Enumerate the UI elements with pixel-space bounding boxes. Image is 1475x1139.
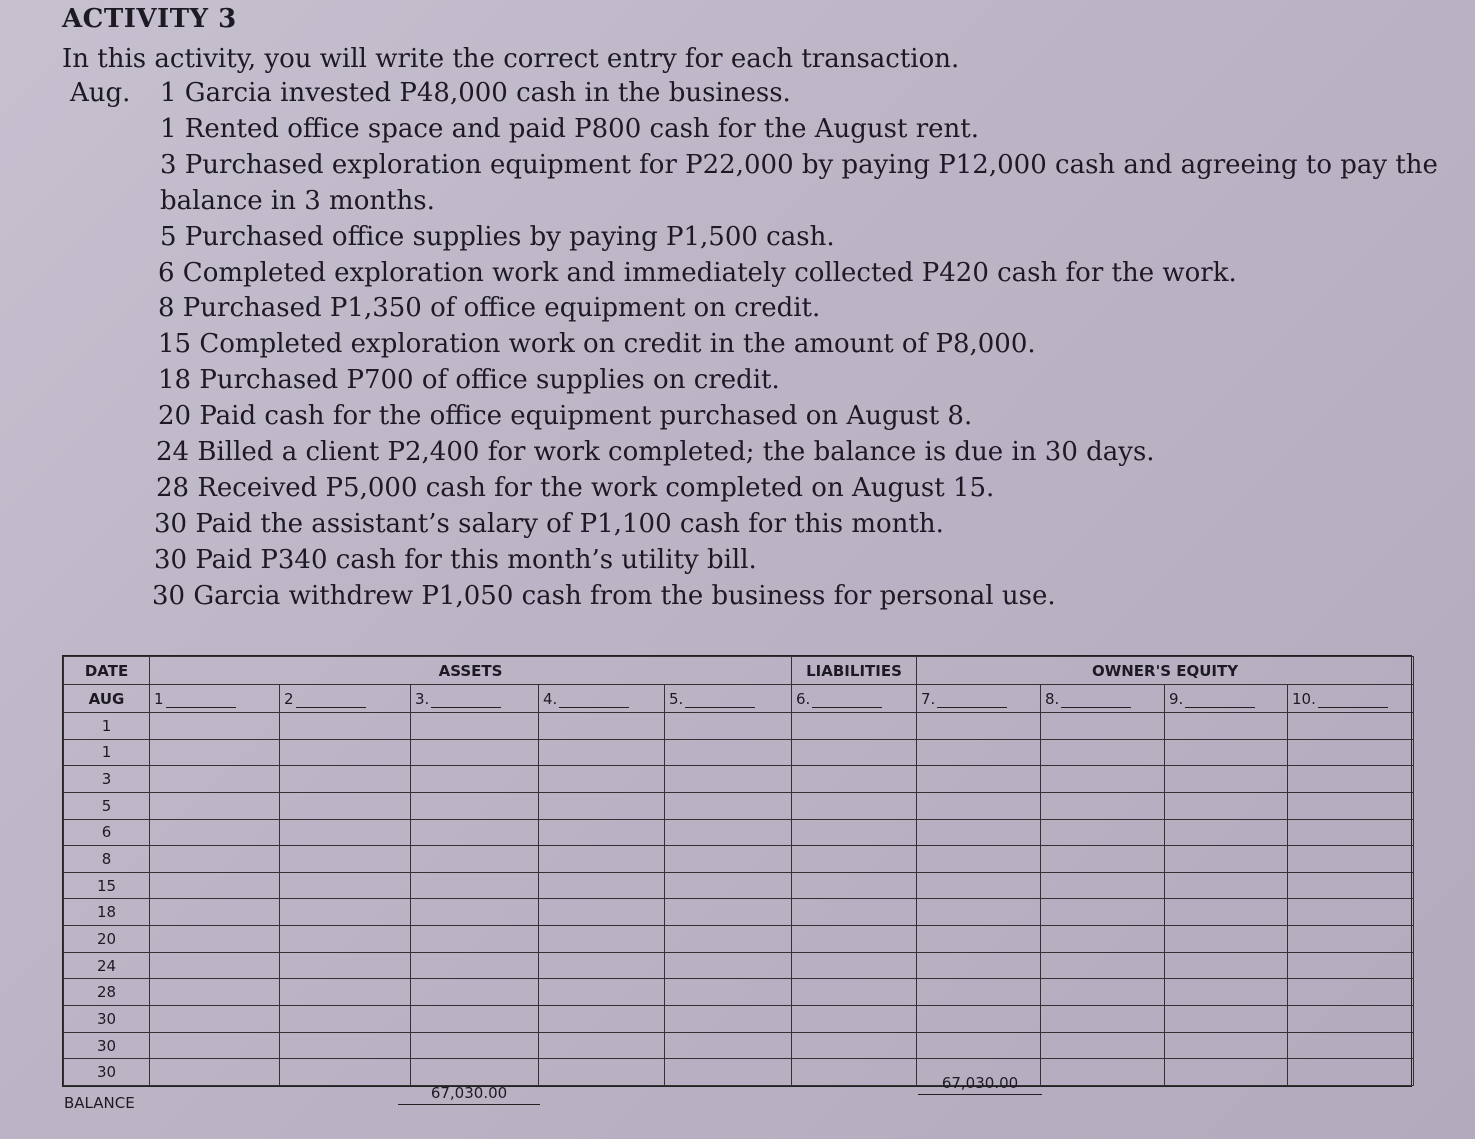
entry-cell[interactable] (917, 926, 1041, 953)
entry-cell[interactable] (917, 1006, 1041, 1033)
entry-cell[interactable] (411, 846, 539, 873)
entry-cell[interactable] (539, 926, 665, 953)
entry-cell[interactable] (665, 846, 792, 873)
date-cell: 18 (64, 899, 150, 926)
ledger-body (64, 713, 1414, 1086)
entry-cell[interactable] (411, 926, 539, 953)
entry-cell[interactable] (1165, 1059, 1288, 1086)
entry-cell[interactable] (792, 819, 917, 846)
entry-cell[interactable] (917, 819, 1041, 846)
entry-cell[interactable] (917, 899, 1041, 926)
entry-cell[interactable] (280, 739, 411, 766)
entry-cell[interactable] (792, 1032, 917, 1059)
entry-cell[interactable] (665, 1032, 792, 1059)
entry-cell[interactable] (665, 739, 792, 766)
table-row (64, 846, 1414, 873)
date-sub-header: AUG (64, 685, 150, 713)
liabilities-group-header: LIABILITIES (792, 657, 917, 685)
table-row (64, 952, 1414, 979)
entry-cell[interactable] (150, 766, 280, 793)
entry-cell[interactable] (1041, 713, 1165, 740)
entry-cell[interactable] (917, 872, 1041, 899)
entry-cell[interactable] (411, 979, 539, 1006)
liabilities-equity-balance-total: 67,030.00 (918, 1074, 1042, 1095)
entry-cell[interactable] (665, 872, 792, 899)
entry-cell[interactable] (917, 766, 1041, 793)
column-header[interactable] (280, 685, 411, 713)
transaction-item: 5 Purchased office supplies by paying P1,500 cash. (160, 222, 835, 252)
entry-cell[interactable] (917, 952, 1041, 979)
entry-cell[interactable] (1288, 926, 1414, 953)
entry-cell[interactable] (1165, 979, 1288, 1006)
entry-cell[interactable] (1288, 979, 1414, 1006)
entry-cell[interactable] (917, 1032, 1041, 1059)
date-cell: 6 (64, 819, 150, 846)
column-header[interactable] (1288, 685, 1414, 713)
entry-cell[interactable] (150, 952, 280, 979)
entry-cell[interactable] (792, 952, 917, 979)
entry-cell[interactable] (1041, 846, 1165, 873)
entry-cell[interactable] (1288, 819, 1414, 846)
entry-cell[interactable] (1041, 979, 1165, 1006)
entry-cell[interactable] (1288, 1032, 1414, 1059)
entry-cell[interactable] (150, 979, 280, 1006)
entry-cell[interactable] (665, 952, 792, 979)
entry-cell[interactable] (539, 1059, 665, 1086)
entry-cell[interactable] (665, 766, 792, 793)
entry-cell[interactable] (1041, 952, 1165, 979)
entry-cell[interactable] (411, 872, 539, 899)
date-cell: 1 (64, 713, 150, 740)
table-row (64, 819, 1414, 846)
date-cell: 28 (64, 979, 150, 1006)
column-number: 4. (543, 689, 558, 708)
entry-cell[interactable] (280, 979, 411, 1006)
column-header[interactable] (792, 685, 917, 713)
activity-title: ACTIVITY 3 (62, 4, 237, 34)
entry-cell[interactable] (1165, 739, 1288, 766)
transaction-item: 30 Garcia withdrew P1,050 cash from the business for personal use. (152, 581, 1056, 611)
entry-cell[interactable] (1041, 739, 1165, 766)
entry-cell[interactable] (917, 846, 1041, 873)
entry-cell[interactable] (792, 979, 917, 1006)
entry-cell[interactable] (411, 819, 539, 846)
table-row (64, 792, 1414, 819)
entry-cell[interactable] (917, 979, 1041, 1006)
column-number: 9. (1169, 689, 1184, 708)
entry-cell[interactable] (917, 739, 1041, 766)
column-header[interactable] (665, 685, 792, 713)
assets-group-header: ASSETS (150, 657, 792, 685)
entry-cell[interactable] (280, 926, 411, 953)
entry-cell[interactable] (792, 1059, 917, 1086)
entry-cell[interactable] (792, 766, 917, 793)
entry-cell[interactable] (280, 713, 411, 740)
entry-cell[interactable] (792, 846, 917, 873)
date-cell: 1 (64, 739, 150, 766)
transaction-item: 28 Received P5,000 cash for the work completed on August 15. (156, 473, 995, 503)
entry-cell[interactable] (1288, 1059, 1414, 1086)
entry-cell[interactable] (1041, 926, 1165, 953)
date-cell: 20 (64, 926, 150, 953)
entry-cell[interactable] (1288, 899, 1414, 926)
date-cell: 30 (64, 1006, 150, 1033)
entry-cell[interactable] (792, 739, 917, 766)
column-number: 8. (1045, 689, 1060, 708)
column-header[interactable] (539, 685, 665, 713)
entry-cell[interactable] (792, 872, 917, 899)
entry-cell[interactable] (539, 1032, 665, 1059)
entry-cell[interactable] (665, 713, 792, 740)
column-number: 3. (415, 689, 430, 708)
entry-cell[interactable] (917, 713, 1041, 740)
entry-cell[interactable] (1165, 713, 1288, 740)
date-cell: 30 (64, 1032, 150, 1059)
entry-cell[interactable] (280, 1059, 411, 1086)
entry-cell[interactable] (1288, 846, 1414, 873)
instructions-text: In this activity, you will write the correct entry for each transaction. (62, 44, 960, 74)
date-cell: 30 (64, 1059, 150, 1086)
table-row (64, 899, 1414, 926)
date-cell: 5 (64, 792, 150, 819)
entry-cell[interactable] (280, 846, 411, 873)
entry-cell[interactable] (150, 739, 280, 766)
table-row (64, 739, 1414, 766)
table-row (64, 1032, 1414, 1059)
date-cell: 15 (64, 872, 150, 899)
entry-cell[interactable] (150, 1059, 280, 1086)
entry-cell[interactable] (280, 1006, 411, 1033)
entry-cell[interactable] (280, 766, 411, 793)
entry-cell[interactable] (150, 846, 280, 873)
entry-cell[interactable] (1165, 926, 1288, 953)
entry-cell[interactable] (1041, 1006, 1165, 1033)
entry-cell[interactable] (1288, 952, 1414, 979)
entry-cell[interactable] (665, 1059, 792, 1086)
entry-cell[interactable] (411, 899, 539, 926)
column-header[interactable] (411, 685, 539, 713)
table-row (64, 766, 1414, 793)
entry-cell[interactable] (792, 792, 917, 819)
column-number: 5. (669, 689, 684, 708)
transaction-item: 20 Paid cash for the office equipment purchased on August 8. (158, 401, 973, 431)
transaction-item: 3 Purchased exploration equipment for P22,000 by paying P12,000 cash and agreeing to pay the (160, 150, 1438, 180)
column-number: 1 (154, 689, 164, 708)
entry-cell[interactable] (280, 872, 411, 899)
entry-cell[interactable] (1041, 1032, 1165, 1059)
entry-cell[interactable] (665, 899, 792, 926)
entry-cell[interactable] (280, 899, 411, 926)
entry-cell[interactable] (539, 792, 665, 819)
entry-cell[interactable] (792, 926, 917, 953)
entry-cell[interactable] (1165, 952, 1288, 979)
entry-cell[interactable] (665, 979, 792, 1006)
column-number: 10. (1292, 689, 1316, 708)
entry-cell[interactable] (1165, 872, 1288, 899)
entry-cell[interactable] (1041, 792, 1165, 819)
entry-cell[interactable] (411, 766, 539, 793)
entry-cell[interactable] (280, 1032, 411, 1059)
column-number: 6. (796, 689, 811, 708)
entry-cell[interactable] (1041, 819, 1165, 846)
entry-cell[interactable] (539, 899, 665, 926)
assets-balance-total: 67,030.00 (398, 1084, 540, 1105)
table-row (64, 1059, 1414, 1086)
table-row (64, 1006, 1414, 1033)
table-row (64, 713, 1414, 740)
entry-cell[interactable] (917, 792, 1041, 819)
entry-cell[interactable] (665, 792, 792, 819)
column-header[interactable] (917, 685, 1041, 713)
entry-cell[interactable] (411, 792, 539, 819)
transaction-item: 8 Purchased P1,350 of office equipment on credit. (158, 293, 821, 323)
entry-cell[interactable] (150, 792, 280, 819)
date-cell: 3 (64, 766, 150, 793)
transaction-item: 1 Garcia invested P48,000 cash in the business. (160, 78, 791, 108)
entry-cell[interactable] (539, 979, 665, 1006)
entry-cell[interactable] (280, 819, 411, 846)
date-group-header: DATE (64, 657, 150, 685)
entry-cell[interactable] (539, 713, 665, 740)
entry-cell[interactable] (1041, 766, 1165, 793)
entry-cell[interactable] (411, 952, 539, 979)
entry-cell[interactable] (1165, 819, 1288, 846)
table-row (64, 926, 1414, 953)
entry-cell[interactable] (792, 899, 917, 926)
entry-cell[interactable] (1165, 846, 1288, 873)
entry-cell[interactable] (539, 1006, 665, 1033)
entry-cell[interactable] (665, 1006, 792, 1033)
column-number: 7. (921, 689, 936, 708)
entry-cell[interactable] (280, 952, 411, 979)
entry-cell[interactable] (411, 713, 539, 740)
entry-cell[interactable] (792, 713, 917, 740)
transaction-item: 15 Completed exploration work on credit in the amount of P8,000. (158, 329, 1036, 359)
transaction-item: 6 Completed exploration work and immediately collected P420 cash for the work. (158, 258, 1237, 288)
equity-group-header: OWNER'S EQUITY (917, 657, 1414, 685)
column-header[interactable] (1041, 685, 1165, 713)
entry-cell[interactable] (1288, 766, 1414, 793)
entry-cell[interactable] (150, 899, 280, 926)
entry-cell[interactable] (1165, 766, 1288, 793)
entry-cell[interactable] (150, 1006, 280, 1033)
entry-cell[interactable] (539, 766, 665, 793)
entry-cell[interactable] (1041, 872, 1165, 899)
transaction-item: 30 Paid the assistant’s salary of P1,100 cash for this month. (154, 509, 944, 539)
entry-cell[interactable] (150, 713, 280, 740)
entry-cell[interactable] (150, 1032, 280, 1059)
entry-cell[interactable] (150, 872, 280, 899)
entry-cell[interactable] (1288, 792, 1414, 819)
entry-cell[interactable] (1041, 899, 1165, 926)
entry-cell[interactable] (411, 1006, 539, 1033)
entry-cell[interactable] (411, 1032, 539, 1059)
entry-cell[interactable] (1288, 713, 1414, 740)
transaction-item: 30 Paid P340 cash for this month’s utility bill. (154, 545, 757, 575)
entry-cell[interactable] (1165, 1032, 1288, 1059)
entry-cell[interactable] (792, 1006, 917, 1033)
entry-cell[interactable] (1288, 739, 1414, 766)
entry-cell[interactable] (1165, 1006, 1288, 1033)
transaction-item: 18 Purchased P700 of office supplies on credit. (158, 365, 780, 395)
balance-label: BALANCE (64, 1094, 135, 1112)
entry-cell[interactable] (1288, 872, 1414, 899)
entry-cell[interactable] (1041, 1059, 1165, 1086)
entry-cell[interactable] (1165, 792, 1288, 819)
date-cell: 8 (64, 846, 150, 873)
entry-cell[interactable] (539, 739, 665, 766)
accounting-equation-table (62, 655, 1412, 1087)
entry-cell[interactable] (280, 792, 411, 819)
entry-cell[interactable] (1165, 899, 1288, 926)
entry-cell[interactable] (539, 819, 665, 846)
date-cell: 24 (64, 952, 150, 979)
transaction-item: balance in 3 months. (160, 186, 435, 216)
transaction-item: 1 Rented office space and paid P800 cash for the August rent. (160, 114, 979, 144)
entry-cell[interactable] (539, 872, 665, 899)
entry-cell[interactable] (150, 926, 280, 953)
month-label: Aug. (70, 78, 131, 108)
entry-cell[interactable] (150, 819, 280, 846)
entry-cell[interactable] (539, 846, 665, 873)
table-row (64, 979, 1414, 1006)
entry-cell[interactable] (411, 1059, 539, 1086)
column-header[interactable] (150, 685, 280, 713)
entry-cell[interactable] (665, 819, 792, 846)
column-header[interactable] (1165, 685, 1288, 713)
entry-cell[interactable] (411, 739, 539, 766)
column-number: 2 (284, 689, 294, 708)
table-row (64, 872, 1414, 899)
entry-cell[interactable] (665, 926, 792, 953)
transaction-item: 24 Billed a client P2,400 for work completed; the balance is due in 30 days. (156, 437, 1155, 467)
entry-cell[interactable] (1288, 1006, 1414, 1033)
entry-cell[interactable] (539, 952, 665, 979)
